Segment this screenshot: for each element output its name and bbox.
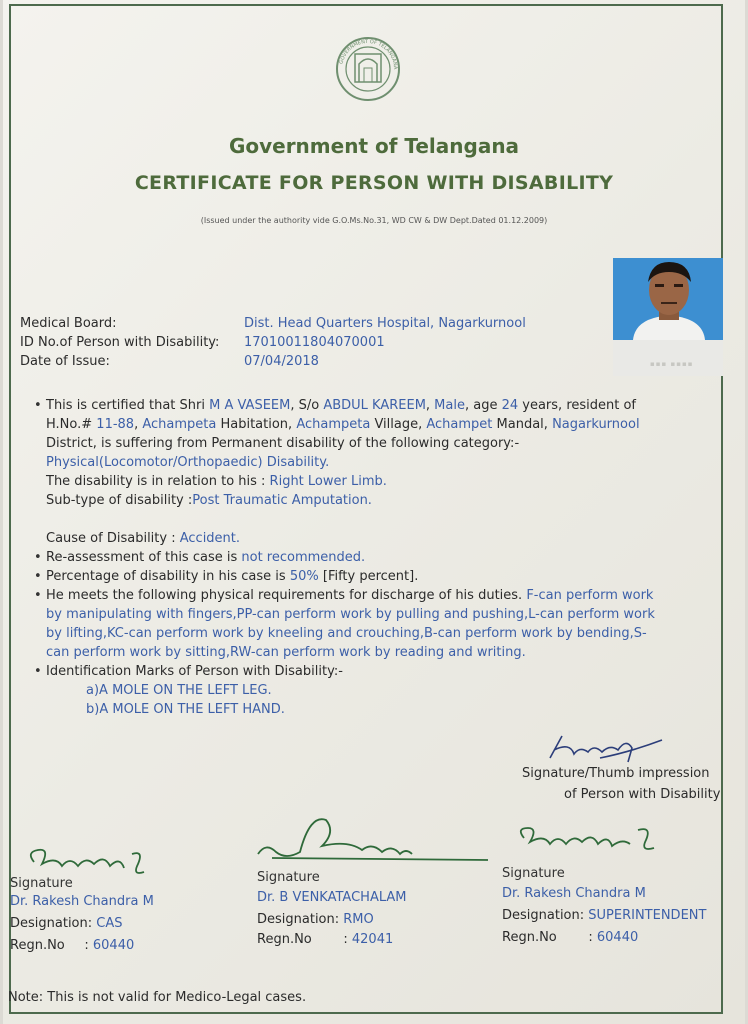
- physical-requirements-line-1: • He meets the following physical requirements for discharge of his duties. F-can perform work: [34, 588, 654, 603]
- bullet-icon: •: [34, 664, 42, 679]
- signatory-designation: Designation: RMO: [257, 912, 374, 927]
- government-heading: Government of Telangana: [228, 134, 520, 158]
- physical-requirements-line-4: can perform work by sitting,RW-can perform work by reading and writing.: [46, 645, 526, 660]
- telangana-emblem-icon: [333, 36, 403, 102]
- issued-under-note: (Issued under the authority vide G.O.Ms.No.31, WD CW & DW Dept.Dated 01.12.2009): [200, 216, 548, 225]
- village: Achampeta: [296, 417, 371, 432]
- cause-of-disability: Cause of Disability : Accident.: [46, 531, 241, 546]
- signature-label: Signature: [502, 866, 565, 881]
- bullet-icon: •: [34, 569, 42, 584]
- disability-subtype: Sub-type of disability :Post Traumatic Amputation.: [46, 493, 372, 508]
- gender: Male: [434, 398, 465, 413]
- id-number-value: 17010011804070001: [244, 335, 385, 350]
- disability-percentage: • Percentage of disability in his case is 50% [Fifty percent].: [34, 569, 419, 584]
- physical-requirements-line-3: by lifting,KC-can perform work by kneeling and crouching,B-can perform work by bending,S-: [46, 626, 647, 641]
- bullet-icon: •: [34, 398, 42, 413]
- photo-lower-area: [613, 340, 723, 376]
- age: 24: [501, 398, 519, 413]
- person-name: M A VASEEM: [209, 398, 291, 413]
- svg-text:GOVERNMENT OF TELANGANA: GOVERNMENT OF TELANGANA: [338, 38, 399, 70]
- district: Nagarkurnool: [552, 417, 640, 432]
- signatory-designation: Designation: CAS: [10, 916, 123, 931]
- certification-line-2: H.No.# 11-88, Achampeta Habitation, Achampeta Village, Achampet Mandal, Nagarkurnool: [46, 417, 640, 432]
- medico-legal-note: Note: This is not valid for Medico-Legal cases.: [8, 990, 307, 1005]
- bullet-icon: •: [34, 550, 42, 565]
- medical-board-row: [20, 316, 526, 331]
- date-of-issue-row: [20, 354, 319, 369]
- signatory-regn: Regn.No : 60440: [502, 930, 639, 945]
- signatory-name: Dr. B VENKATACHALAM: [257, 890, 407, 905]
- certification-line-1: • This is certified that Shri M A VASEEM, S/o ABDUL KAREEM, Male, age 24 years, resident of: [34, 398, 637, 413]
- physical-requirements-line-2: by manipulating with fingers,PP-can perform work by pulling and pushing,L-can perform work: [46, 607, 655, 622]
- signature-label: Signature: [10, 876, 73, 891]
- certification-line-3: District, is suffering from Permanent disability of the following category:-: [46, 436, 520, 451]
- certificate-title: CERTIFICATE FOR PERSON WITH DISABILITY: [134, 172, 614, 194]
- identification-marks-label: • Identification Marks of Person with Disability:-: [34, 664, 343, 679]
- bullet-icon: •: [34, 588, 42, 603]
- habitation: Achampeta: [142, 417, 217, 432]
- person-signature-label-1: Signature/Thumb impression: [522, 766, 710, 781]
- date-of-issue-value: 07/04/2018: [244, 354, 319, 369]
- id-number-label: ID No.of Person with Disability:: [20, 335, 220, 350]
- signatory-name: Dr. Rakesh Chandra M: [10, 894, 154, 909]
- signature-label: Signature: [257, 870, 320, 885]
- identification-mark-a: a)A MOLE ON THE LEFT LEG.: [86, 683, 272, 698]
- medical-board-label: Medical Board:: [20, 316, 117, 331]
- disability-relation: The disability is in relation to his : Right Lower Limb.: [46, 474, 387, 489]
- date-of-issue-label: Date of Issue:: [20, 354, 110, 369]
- signatory-regn: Regn.No : 42041: [257, 932, 394, 947]
- person-signature-label-2: of Person with Disability: [564, 787, 721, 802]
- father-name: ABDUL KAREEM: [323, 398, 426, 413]
- mandal: Achampet: [426, 417, 493, 432]
- id-number-row: [20, 335, 385, 350]
- signatory-regn: Regn.No : 60440: [10, 938, 135, 953]
- officer-signature-3-icon: [510, 820, 670, 856]
- reassessment: • Re-assessment of this case is not recommended.: [34, 550, 366, 565]
- signatory-name: Dr. Rakesh Chandra M: [502, 886, 646, 901]
- officer-signature-2-icon: [252, 810, 492, 870]
- medical-board-value: Dist. Head Quarters Hospital, Nagarkurnool: [244, 316, 526, 331]
- disability-category: Physical(Locomotor/Orthopaedic) Disability.: [46, 455, 330, 470]
- photo-stamp-icon: ▪▪▪ ▪▪▪▪: [650, 360, 694, 368]
- identification-mark-b: b)A MOLE ON THE LEFT HAND.: [86, 702, 285, 717]
- person-signature-icon: [540, 728, 670, 768]
- person-photo-icon: [613, 258, 723, 340]
- signatory-designation: Designation: SUPERINTENDENT: [502, 908, 707, 923]
- applicant-photo: [613, 258, 723, 340]
- house-number: 11-88: [96, 417, 135, 432]
